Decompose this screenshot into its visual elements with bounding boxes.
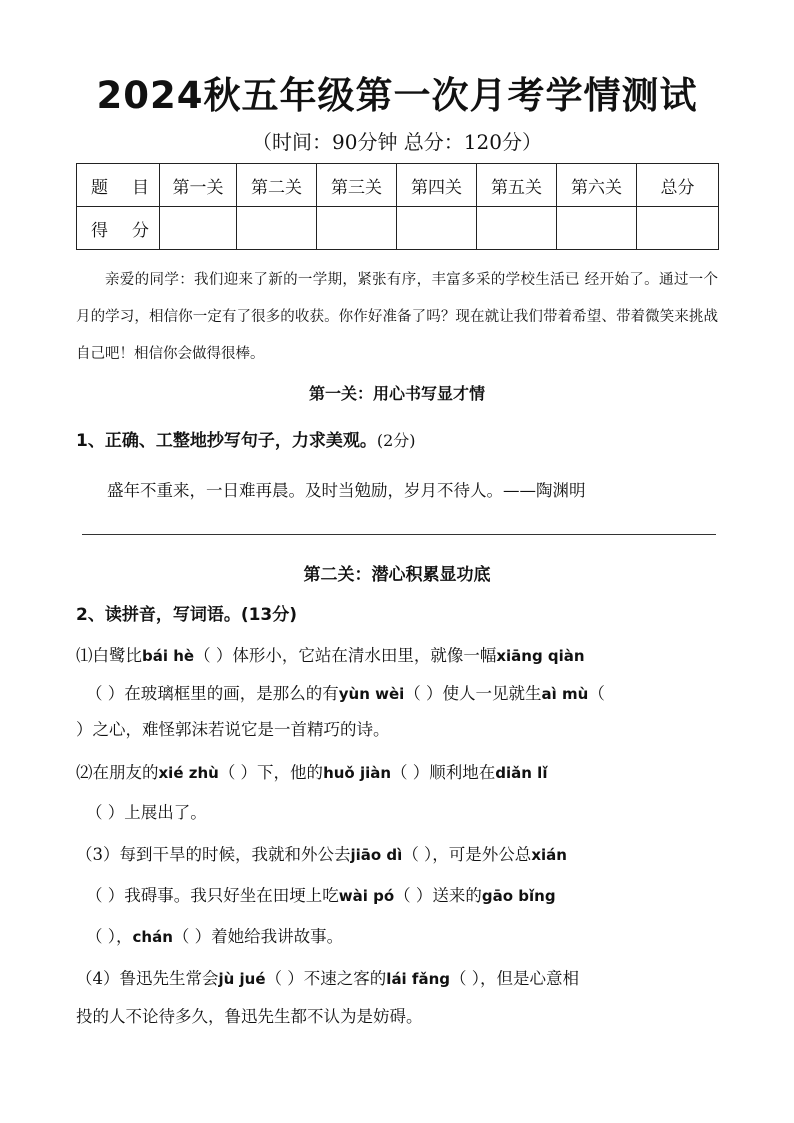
col-section-1: 第一关	[160, 164, 237, 207]
text-segment: （ ）顺利地在	[391, 763, 496, 782]
pinyin: huǒ jiàn	[323, 764, 392, 782]
pinyin: xié zhù	[158, 764, 219, 782]
text-segment: （ ）着她给我讲故事。	[172, 927, 344, 946]
text-segment: （ ）使人一见就生	[404, 684, 542, 703]
pinyin: aì mù	[541, 685, 589, 703]
text-segment: （ ）下，他的	[218, 763, 324, 782]
score-cell[interactable]	[160, 207, 237, 250]
pinyin: diǎn lǐ	[495, 764, 548, 782]
score-cell[interactable]	[637, 207, 719, 250]
question-2-line	[86, 680, 605, 704]
text-segment: （ ）体形小，它站在清水田里，就像一幅	[194, 646, 497, 665]
col-section-5: 第五关	[477, 164, 557, 207]
question-2-line	[86, 882, 556, 906]
intro-paragraph: 亲爱的同学：我们迎来了新的一学期，紧张有序，丰富多采的学校生活已 经开始了。通过一个月的学习，相信你一定有了很多的收获。你作好准备了吗？现在就让我们带着希望、带着微笑来挑战自己吧！相信你会做得很棒。	[76, 272, 718, 362]
text-segment: （ ），但是心意相	[450, 969, 579, 988]
col-section-6: 第六关	[557, 164, 637, 207]
pinyin: xián	[531, 846, 567, 864]
question-2-line	[86, 923, 343, 947]
pinyin: gāo bǐng	[481, 887, 556, 905]
pinyin: wài pó	[338, 887, 395, 905]
exam-title: 2024秋五年级第一次月考学情测试	[96, 74, 698, 117]
text-segment: （ ），	[86, 927, 133, 946]
pinyin: bái hè	[142, 647, 195, 665]
question-2-line	[76, 759, 547, 783]
question-2-line	[76, 841, 567, 865]
question-2-line	[76, 642, 585, 666]
question-1-points: (2分)	[376, 431, 416, 450]
exam-subtitle: （时间：90分钟 总分：120分）	[252, 130, 542, 154]
question-1-text: 1、正确、工整地抄写句子，力求美观。	[76, 431, 377, 451]
writing-line[interactable]	[82, 534, 716, 535]
pinyin: lái fǎng	[386, 970, 450, 988]
question-1-title	[76, 426, 416, 451]
col-section-4: 第四关	[397, 164, 477, 207]
score-cell[interactable]	[477, 207, 557, 250]
section-1-title: 第一关：用心书写显才情	[308, 384, 485, 403]
row-label-score: 得 分	[77, 207, 160, 250]
score-cell[interactable]	[557, 207, 637, 250]
text-segment: （4）鲁迅先生常会	[76, 969, 219, 988]
pinyin: jiāo dì	[350, 846, 403, 864]
pinyin: xiāng qiàn	[496, 647, 585, 665]
text-segment: （3）每到干旱的时候，我就和外公去	[76, 845, 351, 864]
text-segment: （ ），可是外公总	[402, 845, 532, 864]
pinyin: jù jué	[218, 970, 266, 988]
score-table-score-row	[77, 207, 719, 250]
col-section-2: 第二关	[237, 164, 317, 207]
text-segment: （ ）在玻璃框里的画，是那么的有	[86, 684, 339, 703]
col-total: 总分	[637, 164, 719, 207]
score-cell[interactable]	[397, 207, 477, 250]
question-2-line: 投的人不论待多久，鲁迅先生都不认为是妨碍。	[76, 1007, 423, 1026]
copy-sentence: 盛年不重来，一日难再晨。及时当勉励，岁月不待人。——陶渊明	[107, 481, 586, 500]
section-2-title: 第二关：潜心积累显功底	[303, 565, 491, 585]
pinyin: chán	[132, 928, 173, 946]
pinyin: yùn wèi	[338, 685, 405, 703]
score-cell[interactable]	[317, 207, 397, 250]
text-segment: （ ）我碍事。我只好坐在田埂上吃	[86, 886, 339, 905]
row-label-topic: 题 目	[77, 164, 160, 207]
question-2-line: （ ）上展出了。	[86, 803, 207, 822]
text-segment: ⑵在朋友的	[76, 763, 159, 782]
score-cell[interactable]	[237, 207, 317, 250]
score-table	[76, 163, 719, 250]
col-section-3: 第三关	[317, 164, 397, 207]
text-segment: （ ）不速之客的	[265, 969, 387, 988]
text-segment: （	[588, 684, 605, 703]
question-2-title: 2、读拼音，写词语。(13分)	[76, 605, 298, 625]
score-table-header-row	[77, 164, 719, 207]
question-2-line: ）之心，难怪郭沫若说它是一首精巧的诗。	[76, 720, 390, 739]
question-2-line	[76, 965, 579, 989]
text-segment: ⑴白鹭比	[76, 646, 142, 665]
text-segment: （ ）送来的	[394, 886, 482, 905]
